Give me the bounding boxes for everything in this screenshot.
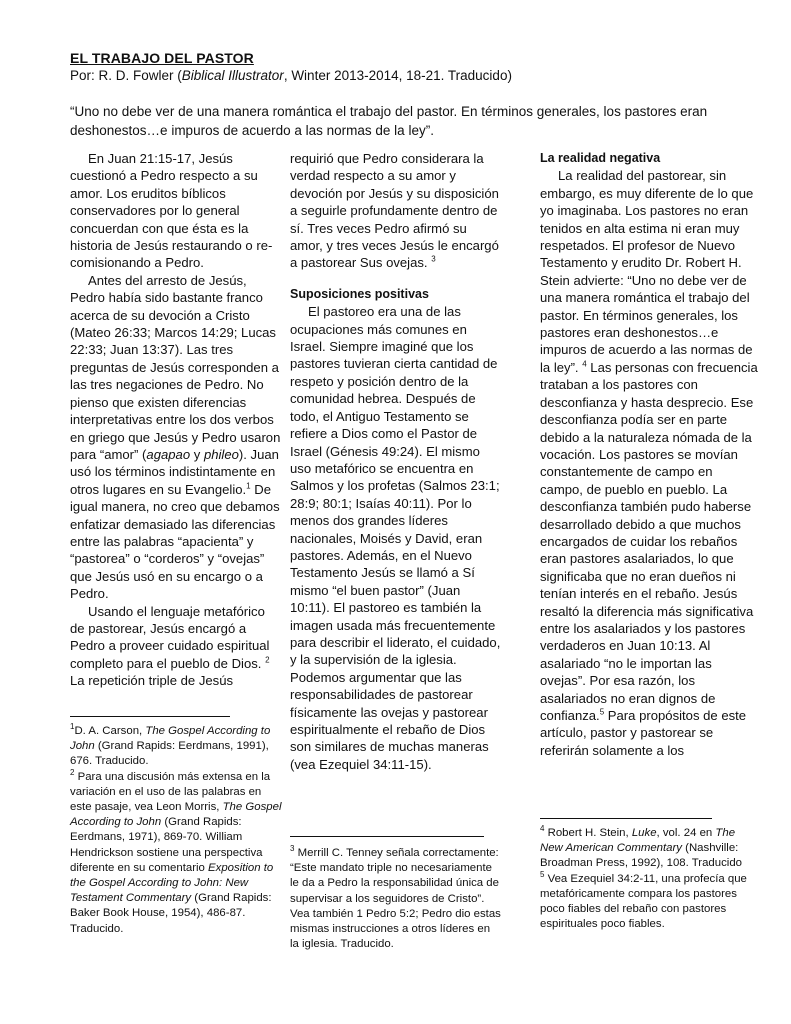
paragraph: En Juan 21:15-17, Jesús cuestionó a Pedro respecto a su amor. Los eruditos bíblicos conservadores por lo general concuerdan con que ésta es la historia de Jesús restaurando o re-comisionando a Pedro.	[70, 151, 273, 271]
text-run: (Nashville: Broadman Press, 1992), 108. Traducido	[540, 842, 742, 870]
greek-term: phileo	[203, 446, 239, 462]
footnote-5	[540, 869, 758, 933]
text-run: D. A. Carson,	[74, 725, 146, 737]
book-title: The New American Commentary	[540, 827, 736, 855]
book-title: The Gospel According to John	[70, 801, 282, 829]
column-3	[540, 150, 758, 759]
footnote-ref: 4	[582, 359, 587, 369]
text-run: Para propósitos de este artículo, pastor y pastorear se referirán solamente a los	[540, 708, 747, 758]
footnote-4	[540, 826, 758, 872]
greek-term: agapao	[146, 446, 191, 462]
book-title: Luke	[631, 827, 657, 839]
text-run: Robert H. Stein,	[544, 827, 632, 839]
paragraph	[290, 150, 502, 272]
column-1	[70, 150, 282, 690]
footnotes-col-3	[540, 826, 758, 932]
paragraph	[70, 603, 282, 690]
text-run: Usando el lenguaje metafórico de pastorear, Jesús encargó a Pedro a proveer cuidado espiritual completo para el pueblo de Dios.	[70, 603, 270, 671]
footnote-divider	[540, 818, 712, 819]
paragraph	[70, 272, 282, 603]
text-run: , vol. 24 en	[656, 827, 716, 839]
footnote-number: 1	[70, 722, 75, 732]
footnote-ref: 2	[265, 655, 270, 665]
text-run: Merrill C. Tenney señala correctamente: “Este mandato triple no necesariamente le da a Pedro la responsabilidad única de supervisar a los seguidores de Cristo”. Vea también 1 Pedro 5:2; Pedro dio estas mismas instrucciones a otros líderes en la iglesia. Traducido.	[290, 847, 501, 951]
text-run: ). Juan usó los términos indistintamente en otros lugares en su Evangelio.	[70, 446, 279, 497]
footnote-ref: 1	[246, 481, 251, 491]
text-run: Las personas con frecuencia trataban a los pastores con desconfianza y hasta desprecio. Ese desconfianza podía ser en parte debido a la naturaleza nómada de la vocación. Los pastores se movían constantemente de campo en campo, de pueblo en pueblo. La desconfianza también pudo haberse desarrollado debido a que muchos encargados de cuidar los rebaños eran pastores asalariados, lo que significaba que no eran dueños ni tenían interés en el rebaño. Jesús resaltó la diferencia más significativa entre los asalariados y los pastores verdaderos en Juan 10:13. Al asalariado “no le importan las ovejas”. Por esa razón, los asalariados no eran dignos de confianza.	[540, 359, 758, 723]
text-run: Para una discusión más extensa en la variación en el uso de las palabras en este pasaje, vea Leon Morris,	[70, 770, 271, 814]
book-title: Exposition to the Gospel According to John: New Testament Commentary	[70, 861, 274, 905]
text-run: (Grand Rapids: Baker Book House, 1954), 486-87. Traducido.	[70, 892, 272, 935]
text-run: y	[190, 446, 204, 462]
text-run: requirió que Pedro considerara la verdad respecto a su amor y devoción por Jesús y su disposición a seguirle profundamente dentro de sí. Tres veces Pedro afirmó su amor, y tres veces Jesús le encargó a pastorear Sus ovejas.	[290, 151, 499, 271]
byline-source: Biblical Illustrator	[181, 68, 284, 83]
byline	[70, 68, 512, 83]
footnotes-col-1	[70, 724, 282, 937]
footnote-3	[290, 846, 502, 952]
text-run: Vea Ezequiel 34:2-11, una profecía que metafóricamente compara los pastores poco fiables del rebaño con pastores espirituales poco fiables.	[540, 872, 747, 931]
paragraph: El pastoreo era una de las ocupaciones más comunes en Israel. Siempre imaginé que los pastores tuvieran cierta cantidad de respeto y posición dentro de la comunidad hebrea. Después de todo, el Antiguo Testamento se refiere a Dios como el Pastor de Israel (Génesis 49:24). El mismo uso metafórico se encuentra en Salmos y los profetas (Salmos 23:1; 28:9; 80:1; Isaías 40:11). Por lo menos dos grandes líderes nacionales, Moisés y David, eran pastores. Además, en el Nuevo Testamento Jesús se llamó a Sí mismo “el buen pastor” (Juan 10:11). El pastoreo es también la imagen usada más frecuentemente para describir el liderato, el cuidado, y la supervisión de la iglesia. Podemos argumentar que las responsabilidades de pastorear físicamente las ovejas y pastorear espiritualmente el rebaño de Dios son similares de muchas maneras (vea Ezequiel 34:11-15).	[290, 304, 501, 772]
footnote-2	[70, 767, 282, 937]
text-run: (Grand Rapids: Eerdmans, 1991), 676. Traducido.	[70, 740, 269, 768]
footnote-number: 5	[540, 869, 545, 879]
text-run: La realidad del pastorear, sin embargo, es muy diferente de lo que yo imaginaba. Los pastores no eran tenidos en alta estima ni eran muy respetados. El profesor de Nuevo Testamento y erudito Dr. Robert H. Stein advierte: “Uno no debe ver de una manera romántica el trabajo del pastor. En términos generales, los pastores eran deshonestos…e impuros de acuerdo a las normas de la ley”.	[540, 168, 754, 375]
footnote-ref: 5	[599, 707, 605, 717]
footnote-ref: 3	[431, 255, 436, 265]
article-title: EL TRABAJO DEL PASTOR	[70, 50, 254, 66]
section-heading: Suposiciones positivas	[290, 286, 429, 301]
paragraph	[540, 167, 758, 759]
text-run: De igual manera, no creo que debamos enfatizar demasiado las diferencias entre las palabras “apacienta” y “pastorea” o “corderos” y “ovejas” que Jesús usó en su encargo o a Pedro.	[70, 481, 280, 602]
pull-quote: “Uno no debe ver de una manera romántica el trabajo del pastor. En términos generales, los pastores eran deshonestos…e impuros de acuerdo a las normas de la ley”.	[70, 104, 708, 138]
text-run: (Grand Rapids: Eerdmans, 1971), 869-70. William Hendrickson sostiene una perspectiva diferente en su comentario	[70, 816, 263, 874]
byline-suffix: , Winter 2013-2014, 18-21. Traducido)	[283, 68, 512, 83]
book-title: The Gospel According to John	[70, 725, 271, 753]
footnote-divider	[290, 836, 484, 837]
footnote-number: 3	[290, 844, 295, 854]
footnote-1	[70, 724, 282, 770]
column-2	[290, 150, 502, 773]
text-run: La repetición triple de Jesús	[70, 673, 234, 689]
byline-prefix: Por: R. D. Fowler (	[70, 68, 182, 83]
footnote-number: 2	[70, 767, 75, 777]
footnote-number: 4	[540, 824, 545, 834]
text-run: Antes del arresto de Jesús, Pedro había sido bastante franco acerca de su devoción a Cristo (Mateo 26:33; Marcos 14:29; Lucas 22:33; Juan 13:37). Las tres preguntas de Jesús corresponden a las tres negaciones de Pedro. No pienso que existen diferencias interpretativas entre los dos verbos en griego que Jesús y Pedro usaron para “amor” (	[70, 272, 281, 462]
footnotes-col-2	[290, 846, 502, 952]
footnote-divider	[70, 716, 230, 717]
section-heading: La realidad negativa	[540, 151, 661, 165]
